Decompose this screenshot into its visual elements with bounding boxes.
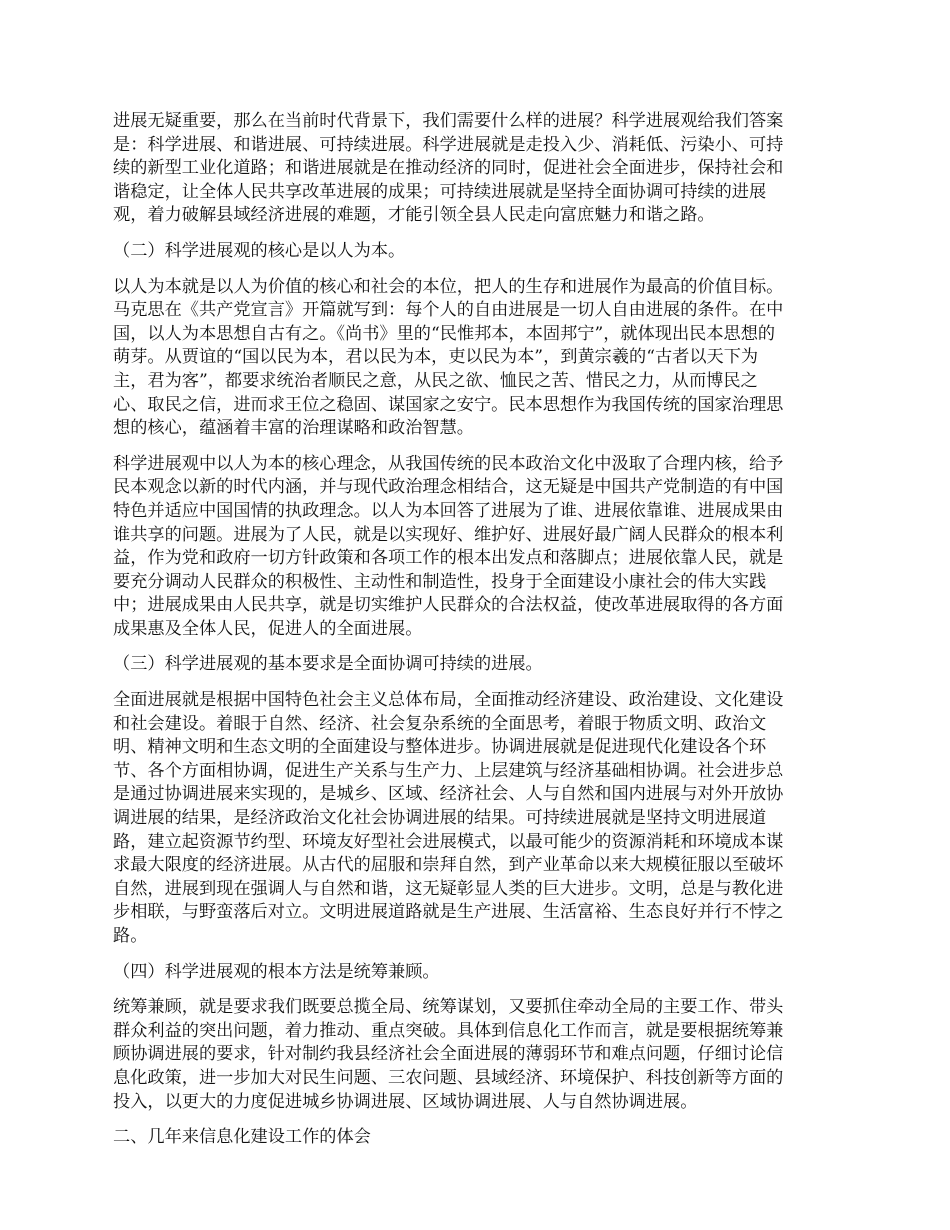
text-line: 群众利益的突出问题，着力推动、重点突破。具体到信息化工作而言，就是要根据统筹兼: [113, 1020, 784, 1041]
text-line: 求最大限度的经济进展。从古代的屈服和崇拜自然，到产业革命以来大规模征服以至破坏: [113, 855, 784, 876]
text-line: 要充分调动人民群众的积极性、主动性和制造性，投身于全面建设小康社会的伟大实践: [113, 571, 767, 592]
paragraph: [113, 689, 841, 949]
text-line: 中；进展成果由人民共享，就是切实维护人民群众的合法权益，使改革进展取得的各方面: [113, 595, 784, 616]
text-line: 是通过协调进展来实现的，是城乡、区域、经济社会、人与自然和国内进展与对外开放协: [113, 784, 784, 805]
text-line: 马克思在《共产党宣言》开篇就写到：每个人的自由进展是一切人自由进展的条件。在中: [113, 300, 784, 321]
text-line: 全面进展就是根据中国特色社会主义总体布局，全面推动经济建设、政治建设、文化建设: [113, 690, 784, 711]
text-line: 心、取民之信，进而求王位之稳固、谋国家之安宁。民本思想作为我国传统的国家治理思: [113, 394, 784, 415]
text-line: 国，以人为本思想自古有之。《尚书》里的“民惟邦本，本固邦宁”，就体现出民本思想的: [113, 323, 776, 344]
text-line: 明、精神文明和生态文明的全面建设与整体进步。协调进展就是促进现代化建设各个环: [113, 737, 767, 758]
text-line: 萌芽。从贾谊的“国以民为本，君以民为本，吏以民为本”，到黄宗羲的“古者以天下为: [113, 347, 759, 368]
text-line: 调进展的结果，是经济政治文化社会协调进展的结果。可持续进展就是坚持文明进展道: [113, 808, 767, 829]
text-line: 续的新型工业化道路；和谐进展就是在推动经济的同时，促进社会全面进步，保持社会和: [113, 158, 784, 179]
text-line: 益，作为党和政府一切方针政策和各项工作的根本出发点和落脚点；进展依靠人民，就是: [113, 548, 784, 569]
paragraph: [113, 453, 841, 642]
text-line: 路。: [113, 926, 148, 946]
paragraph: [113, 276, 841, 441]
text-line: 和社会建设。着眼于自然、经济、社会复杂系统的全面思考，着眼于物质文明、政治文: [113, 713, 767, 734]
section-heading: [113, 240, 841, 264]
text-line: （四）科学进展观的根本方法是统筹兼顾。: [113, 961, 440, 982]
text-line: 步相联，与野蛮落后对立。文明进展道路就是生产进展、生活富裕、生态良好并行不悖之: [113, 902, 784, 923]
text-line: （二）科学进展观的核心是以人为本。: [113, 240, 406, 261]
paragraph: [113, 996, 841, 1114]
text-line: 观，着力破解县域经济进展的难题，才能引领全县人民走向富庶魅力和谐之路。: [113, 205, 715, 226]
document-body: [113, 110, 841, 1162]
text-line: 是：科学进展、和谐进展、可持续进展。科学进展就是走投入少、消耗低、污染小、可持: [113, 134, 784, 155]
text-line: 科学进展观中以人为本的核心理念，从我国传统的民本政治文化中汲取了合理内核，给予: [113, 453, 784, 474]
text-line: 顾协调进展的要求，针对制约我县经济社会全面进展的薄弱环节和难点问题，仔细讨论信: [113, 1044, 784, 1065]
text-line: 谐稳定，让全体人民共享改革进展的成果；可持续进展就是坚持全面协调可持续的进展: [113, 181, 767, 202]
text-line: 节、各个方面相协调，促进生产关系与生产力、上层建筑与经济基础相协调。社会进步总: [113, 760, 784, 781]
text-line: （三）科学进展观的基本要求是全面协调可持续的进展。: [113, 654, 543, 675]
paragraph: [113, 110, 841, 228]
text-line: 息化政策，进一步加大对民生问题、三农问题、县域经济、环境保护、科技创新等方面的: [113, 1067, 784, 1088]
text-line: 投入，以更大的力度促进城乡协调进展、区域协调进展、人与自然协调进展。: [113, 1091, 698, 1112]
text-line: 主，君为客”，都要求统治者顺民之意，从民之欲、恤民之苦、惜民之力，从而博民之: [113, 370, 758, 391]
section-heading: [113, 1126, 841, 1150]
text-line: 想的核心，蕴涵着丰富的治理谋略和政治智慧。: [113, 418, 474, 439]
text-line: 特色并适应中国国情的执政理念。以人为本回答了进展为了谁、进展依靠谁、进展成果由: [113, 500, 784, 521]
section-heading: [113, 653, 841, 677]
text-line: 以人为本就是以人为价值的核心和社会的本位，把人的生存和进展作为最高的价值目标。: [113, 276, 784, 297]
text-line: 统筹兼顾，就是要求我们既要总揽全局、统筹谋划，又要抓住牵动全局的主要工作、带头: [113, 997, 784, 1018]
text-line: 自然，进展到现在强调人与自然和谐，这无疑彰显人类的巨大进步。文明，总是与教化进: [113, 878, 784, 899]
text-line: 谁共享的问题。进展为了人民，就是以实现好、维护好、进展好最广阔人民群众的根本利: [113, 524, 784, 545]
text-line: 进展无疑重要，那么在当前时代背景下，我们需要什么样的进展？科学进展观给我们答案: [113, 111, 784, 131]
text-line: 二、几年来信息化建设工作的体会: [113, 1127, 371, 1148]
text-line: 民本观念以新的时代内涵，并与现代政治理念相结合，这无疑是中国共产党制造的有中国: [113, 477, 784, 498]
section-heading: [113, 961, 841, 985]
text-line: 路，建立起资源节约型、环境友好型社会进展模式，以最可能少的资源消耗和环境成本谋: [113, 831, 784, 852]
text-line: 成果惠及全体人民，促进人的全面进展。: [113, 618, 423, 639]
